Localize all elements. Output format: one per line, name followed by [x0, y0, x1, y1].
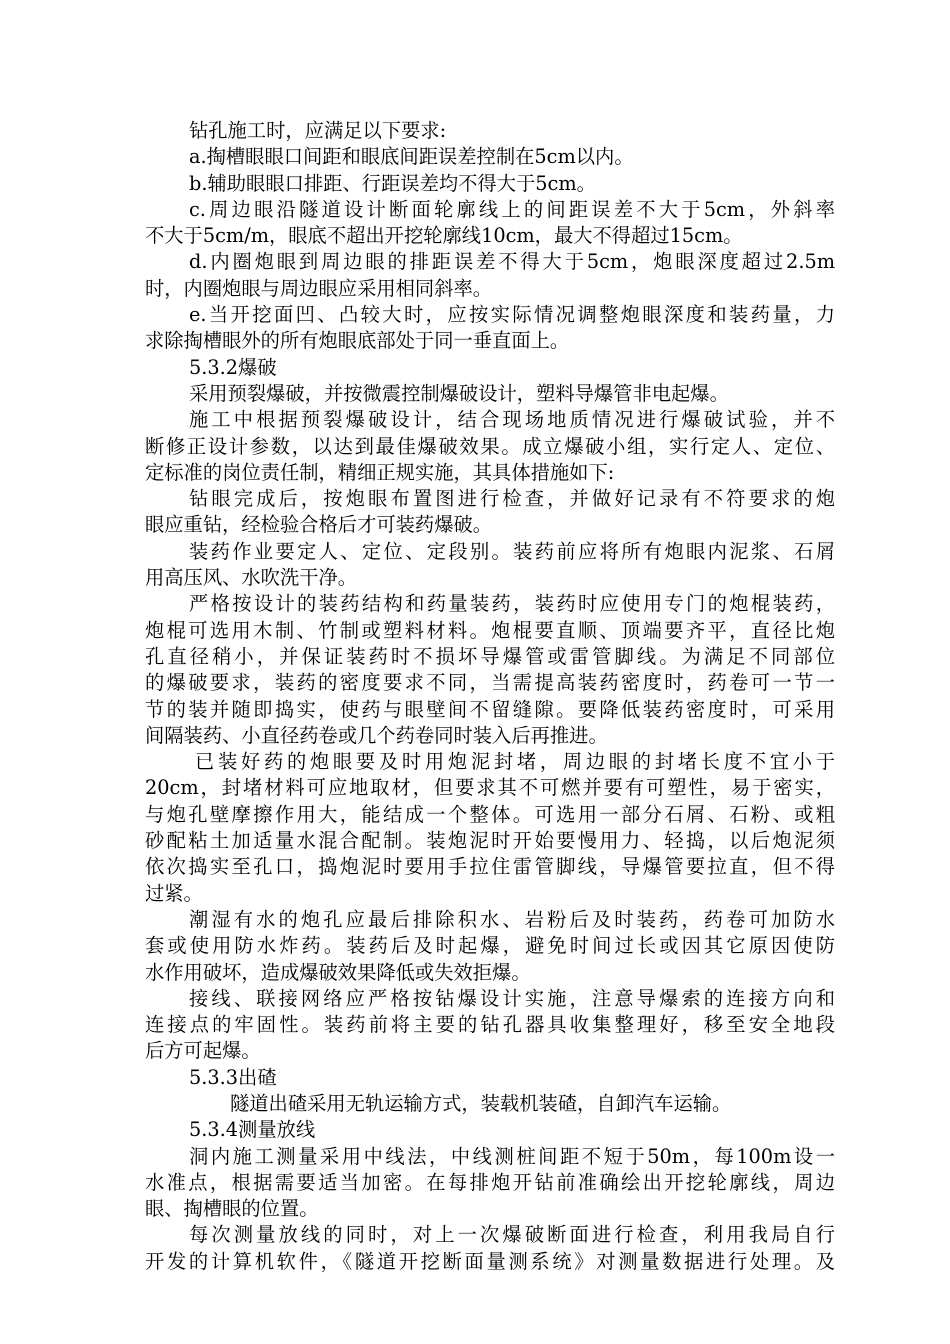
paragraph — [145, 591, 835, 749]
text-line: 开发的计算机软件，《隧道开挖断面量测系统》对测量数据进行处理。及 — [145, 1249, 835, 1273]
paragraph — [145, 986, 835, 1065]
text-line: 孔直径稍小，并保证装药时不损坏导爆管或雷管脚线。为满足不同部位 — [145, 644, 835, 668]
text-line: b.辅助眼眼口排距、行距误差均不得大于5cm。 — [189, 171, 596, 195]
text-line: 断修正设计参数，以达到最佳爆破效果。成立爆破小组，实行定人、定位、 — [145, 434, 835, 458]
text-line: 5.3.2爆破 — [189, 355, 277, 379]
paragraph — [145, 486, 835, 539]
section-heading — [145, 1065, 835, 1091]
text-line: 过紧。 — [145, 881, 203, 905]
text-line: 眼应重钻，经检验合格后才可装药爆破。 — [145, 513, 493, 537]
text-line: 定标准的岗位责任制，精细正规实施，其具体措施如下: — [145, 460, 615, 484]
paragraph — [145, 907, 835, 986]
text-line: 间隔装药、小直径药卷或几个药卷同时装入后再推进。 — [145, 723, 608, 747]
paragraph — [145, 1222, 835, 1275]
text-line: 洞内施工测量采用中线法，中线测桩间距不短于50m，每100m设一 — [189, 1144, 835, 1168]
text-line: 接线、联接网络应严格按钻爆设计实施，注意导爆索的连接方向和 — [189, 986, 835, 1010]
paragraph — [145, 171, 835, 197]
paragraph — [145, 144, 835, 170]
text-line: 不大于5cm/m，眼底不超出开挖轮廓线10cm，最大不得超过15cm。 — [145, 224, 743, 248]
text-line: 后方可起爆。 — [145, 1039, 261, 1063]
text-line: 采用预裂爆破，并按微震控制爆破设计，塑料导爆管非电起爆。 — [189, 381, 729, 405]
text-line: c.周边眼沿隧道设计断面轮廓线上的间距误差不大于5cm，外斜率 — [189, 197, 835, 221]
text-line: 依次捣实至孔口，捣炮泥时要用手拉住雷管脚线，导爆管要拉直，但不得 — [145, 855, 835, 879]
text-line: 水作用破坏，造成爆破效果降低或失效拒爆。 — [145, 960, 531, 984]
paragraph — [145, 249, 835, 302]
text-line: d.内圈炮眼到周边眼的排距误差不得大于5cm，炮眼深度超过2.5m — [189, 250, 835, 274]
text-line: 求除掏槽眼外的所有炮眼底部处于同一垂直面上。 — [145, 329, 570, 353]
text-line: 炮棍可选用木制、竹制或塑料材料。炮棍要直顺、顶端要齐平，直径比炮 — [145, 618, 835, 642]
text-line: 严格按设计的装药结构和药量装药，装药时应使用专门的炮棍装药， — [189, 592, 835, 616]
text-line: a.掏槽眼眼口间距和眼底间距误差控制在5cm以内。 — [189, 145, 634, 169]
paragraph — [145, 539, 835, 592]
text-line: 钻眼完成后，按炮眼布置图进行检查，并做好记录有不符要求的炮 — [189, 487, 835, 511]
paragraph — [145, 197, 835, 250]
text-line: 施工中根据预裂爆破设计，结合现场地质情况进行爆破试验，并不 — [189, 408, 835, 432]
text-line: e.当开挖面凹、凸较大时，应按实际情况调整炮眼深度和装药量，力 — [189, 303, 835, 327]
text-line: 水准点，根据需要适当加密。在每排炮开钻前准确绘出开挖轮廓线，周边 — [145, 1170, 835, 1194]
section-heading — [145, 1117, 835, 1143]
text-line: 20cm，封堵材料可应地取材，但要求其不可燃并要有可塑性，易于密实， — [145, 776, 835, 800]
text-line: 装药作业要定人、定位、定段别。装药前应将所有炮眼内泥浆、石屑 — [189, 539, 835, 563]
text-line: 用高压风、水吹洗干净。 — [145, 566, 358, 590]
section-heading — [145, 355, 835, 381]
text-line: 节的装并随即捣实，使药与眼壁间不留缝隙。要降低装药密度时，可采用 — [145, 697, 835, 721]
text-line: 5.3.4测量放线 — [189, 1118, 316, 1142]
text-line: 时，内圈炮眼与周边眼应采用相同斜率。 — [145, 276, 493, 300]
paragraph — [145, 1144, 835, 1223]
paragraph — [145, 118, 835, 144]
text-line: 的爆破要求，装药的密度要求不同，当需提高装药密度时，药卷可一节一 — [145, 671, 835, 695]
paragraph — [145, 381, 835, 407]
text-line: 套或使用防水炸药。装药后及时起爆，避免时间过长或因其它原因使防 — [145, 934, 835, 958]
text-line: 砂配粘土加适量水混合配制。装炮泥时开始要慢用力、轻捣，以后炮泥须 — [145, 829, 835, 853]
text-line: 钻孔施工时，应满足以下要求: — [189, 119, 447, 142]
text-line: 与炮孔壁摩擦作用大，能结成一个整体。可选用一部分石屑、石粉、或粗 — [145, 802, 835, 826]
paragraph — [145, 302, 835, 355]
paragraph — [145, 407, 835, 486]
text-line: 潮湿有水的炮孔应最后排除积水、岩粉后及时装药，药卷可加防水 — [189, 907, 835, 931]
text-line: 5.3.3出碴 — [189, 1065, 277, 1089]
text-line: 已装好药的炮眼要及时用炮泥封堵，周边眼的封堵长度不宜小于 — [195, 750, 835, 774]
text-line: 每次测量放线的同时，对上一次爆破断面进行检查，利用我局自行 — [189, 1223, 835, 1247]
paragraph — [145, 1091, 835, 1117]
text-line: 隧道出碴采用无轨运输方式，装载机装碴，自卸汽车运输。 — [230, 1091, 732, 1115]
paragraph — [145, 749, 835, 907]
text-line: 眼、掏槽眼的位置。 — [145, 1197, 319, 1221]
document-body — [145, 118, 835, 1275]
text-line: 连接点的牢固性。装药前将主要的钻孔器具收集整理好，移至安全地段 — [145, 1013, 835, 1037]
